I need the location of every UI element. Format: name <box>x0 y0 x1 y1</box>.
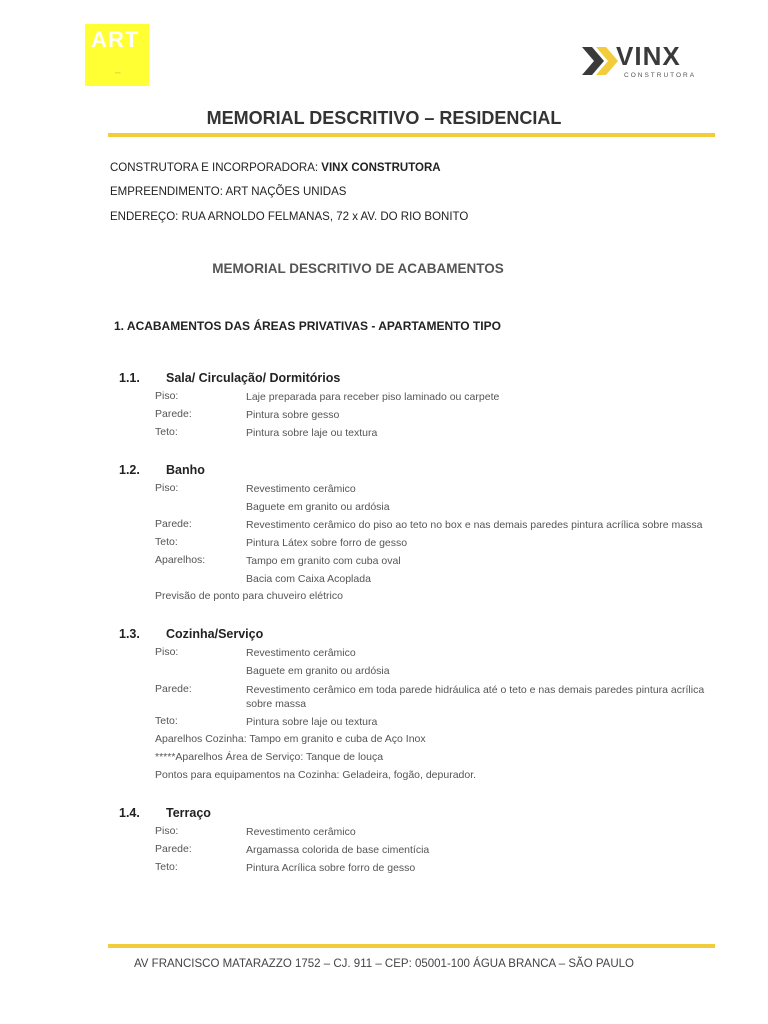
cozinha-teto-value: Pintura sobre laje ou textura <box>246 716 378 728</box>
subsection-number: 1.2. <box>119 463 140 477</box>
sala-teto-key: Teto: <box>155 426 178 438</box>
vinx-logo-sub: CONSTRUTORA <box>624 72 697 79</box>
banho-aparelhos-key: Aparelhos: <box>155 554 206 566</box>
info-construtora <box>110 162 441 174</box>
cozinha-teto-key: Teto: <box>155 715 178 727</box>
art-logo-text: ART <box>91 27 140 52</box>
banho-aparelhos-value-2: Bacia com Caixa Acoplada <box>246 573 371 585</box>
cozinha-aparelhos-cozinha: Aparelhos Cozinha: Tampo em granito e cuba de Aço Inox <box>155 733 426 745</box>
vinx-x-icon <box>582 43 618 79</box>
section-subtitle: MEMORIAL DESCRITIVO DE ACABAMENTOS <box>212 261 504 276</box>
art-logo-graphic: ▪▪▪▪ <box>115 70 121 75</box>
terraco-parede-value: Argamassa colorida de base cimentícia <box>246 844 430 856</box>
terraco-teto-value: Pintura Acrílica sobre forro de gesso <box>246 862 416 874</box>
subsection-cozinha-heading <box>0 627 768 643</box>
sala-parede-value: Pintura sobre gesso <box>246 409 340 421</box>
section-1-heading: 1. ACABAMENTOS DAS ÁREAS PRIVATIVAS - APARTAMENTO TIPO <box>114 319 501 333</box>
banho-piso-value-2: Baguete em granito ou ardósia <box>246 501 390 513</box>
vinx-logo <box>582 43 712 83</box>
subsection-number: 1.1. <box>119 371 140 385</box>
sala-piso-key: Piso: <box>155 390 179 402</box>
vinx-logo-word: VINX <box>616 41 681 71</box>
info-construtora-label: CONSTRUTORA E INCORPORADORA: <box>110 162 322 174</box>
footer-rule <box>108 944 715 948</box>
cozinha-aparelhos-servico: *****Aparelhos Área de Serviço: Tanque de louça <box>155 751 384 763</box>
info-endereco: ENDEREÇO: RUA ARNOLDO FELMANAS, 72 x AV. DO RIO BONITO <box>110 211 469 223</box>
art-logo <box>85 24 149 86</box>
sala-piso-value: Laje preparada para receber piso laminado ou carpete <box>246 391 500 403</box>
banho-aparelhos-value: Tampo em granito com cuba oval <box>246 555 401 567</box>
terraco-parede-key: Parede: <box>155 843 192 855</box>
subsection-label: Cozinha/Serviço <box>166 627 264 641</box>
banho-parede-value: Revestimento cerâmico do piso ao teto no box e nas demais paredes pintura acrílica sobre massa <box>246 519 703 531</box>
page-title: MEMORIAL DESCRITIVO – RESIDENCIAL <box>206 108 562 128</box>
cozinha-parede-key: Parede: <box>155 683 192 695</box>
subsection-number: 1.4. <box>119 806 140 820</box>
sala-teto-value: Pintura sobre laje ou textura <box>246 427 378 439</box>
banho-piso-value: Revestimento cerâmico <box>246 483 356 495</box>
title-rule <box>108 133 715 137</box>
sala-parede-key: Parede: <box>155 408 192 420</box>
subsection-banho-heading <box>0 463 768 479</box>
cozinha-piso-value-2: Baguete em granito ou ardósia <box>246 665 390 677</box>
subsection-label: Terraço <box>166 806 211 820</box>
subsection-label: Sala/ Circulação/ Dormitórios <box>166 371 341 385</box>
banho-teto-value: Pintura Látex sobre forro de gesso <box>246 537 408 549</box>
info-empreendimento: EMPREENDIMENTO: ART NAÇÕES UNIDAS <box>110 186 347 198</box>
banho-teto-key: Teto: <box>155 536 178 548</box>
cozinha-piso-key: Piso: <box>155 646 179 658</box>
terraco-teto-key: Teto: <box>155 861 178 873</box>
terraco-piso-key: Piso: <box>155 825 179 837</box>
subsection-label: Banho <box>166 463 205 477</box>
banho-parede-key: Parede: <box>155 518 192 530</box>
info-construtora-value: VINX CONSTRUTORA <box>321 162 441 174</box>
subsection-sala-heading <box>0 371 768 387</box>
cozinha-piso-value: Revestimento cerâmico <box>246 647 356 659</box>
subsection-terraco-heading <box>0 806 768 822</box>
subsection-number: 1.3. <box>119 627 140 641</box>
cozinha-parede-value: Revestimento cerâmico em toda parede hidráulica até o teto e nas demais paredes pintura acrílica sobre massa <box>246 684 705 710</box>
terraco-piso-value: Revestimento cerâmico <box>246 826 356 838</box>
footer-address: AV FRANCISCO MATARAZZO 1752 – CJ. 911 – CEP: 05001-100 ÁGUA BRANCA – SÃO PAULO <box>133 958 634 970</box>
banho-previsao: Previsão de ponto para chuveiro elétrico <box>155 590 343 602</box>
banho-piso-key: Piso: <box>155 482 179 494</box>
cozinha-pontos: Pontos para equipamentos na Cozinha: Geladeira, fogão, depurador. <box>155 769 477 781</box>
